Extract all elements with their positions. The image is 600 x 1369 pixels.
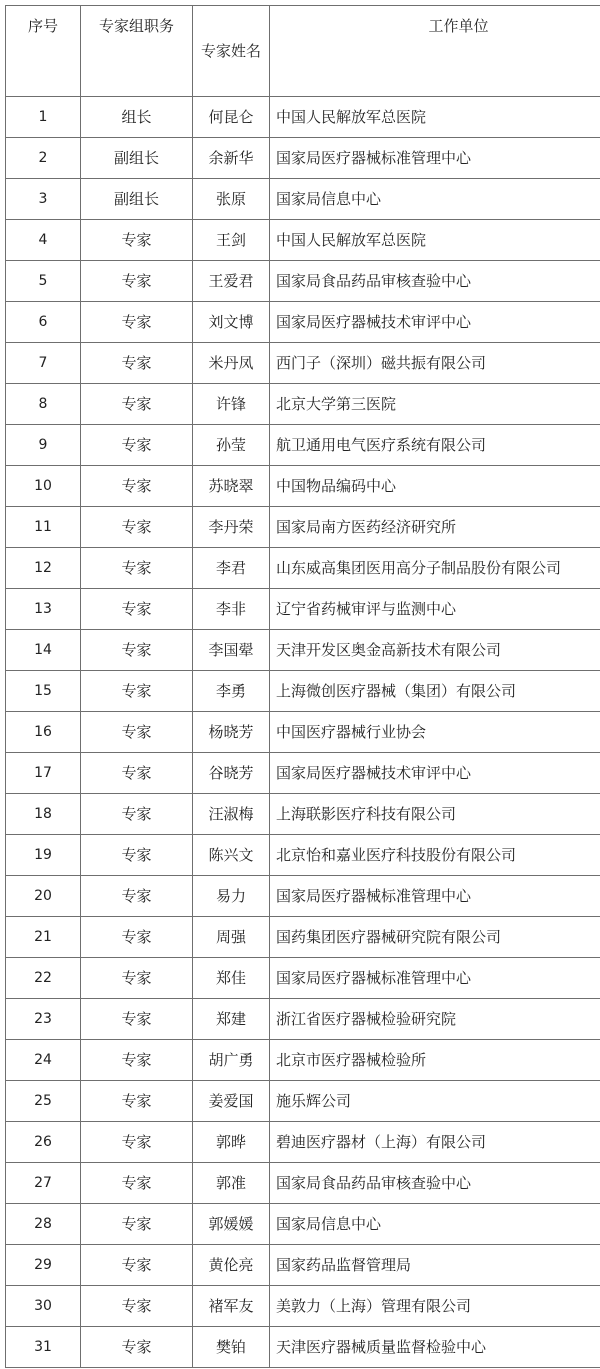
cell-index: 13 xyxy=(6,589,81,630)
cell-name: 汪淑梅 xyxy=(193,794,270,835)
cell-index: 18 xyxy=(6,794,81,835)
table-row xyxy=(6,1081,600,1122)
cell-index: 6 xyxy=(6,302,81,343)
cell-index: 29 xyxy=(6,1245,81,1286)
cell-role: 专家 xyxy=(81,917,193,958)
cell-name: 李勇 xyxy=(193,671,270,712)
cell-index: 19 xyxy=(6,835,81,876)
cell-name: 黄伦亮 xyxy=(193,1245,270,1286)
cell-role: 专家 xyxy=(81,425,193,466)
cell-role: 副组长 xyxy=(81,179,193,220)
cell-name: 陈兴文 xyxy=(193,835,270,876)
cell-unit: 国家药品监督管理局 xyxy=(270,1245,600,1286)
cell-index: 27 xyxy=(6,1163,81,1204)
cell-name: 周强 xyxy=(193,917,270,958)
cell-index: 28 xyxy=(6,1204,81,1245)
cell-unit: 国家局医疗器械标准管理中心 xyxy=(270,138,600,179)
cell-name: 王爱君 xyxy=(193,261,270,302)
cell-unit: 中国物品编码中心 xyxy=(270,466,600,507)
cell-index: 7 xyxy=(6,343,81,384)
cell-role: 专家 xyxy=(81,1327,193,1368)
cell-role: 专家 xyxy=(81,1040,193,1081)
cell-name: 王剑 xyxy=(193,220,270,261)
cell-index: 21 xyxy=(6,917,81,958)
cell-unit: 国家局医疗器械技术审评中心 xyxy=(270,302,600,343)
cell-name: 李国翚 xyxy=(193,630,270,671)
cell-index: 30 xyxy=(6,1286,81,1327)
table-row xyxy=(6,343,600,384)
cell-name: 胡广勇 xyxy=(193,1040,270,1081)
table-row xyxy=(6,1286,600,1327)
cell-index: 16 xyxy=(6,712,81,753)
cell-unit: 航卫通用电气医疗系统有限公司 xyxy=(270,425,600,466)
cell-index: 20 xyxy=(6,876,81,917)
cell-name: 褚军友 xyxy=(193,1286,270,1327)
cell-unit: 天津医疗器械质量监督检验中心 xyxy=(270,1327,600,1368)
cell-name: 李君 xyxy=(193,548,270,589)
cell-unit: 山东威高集团医用高分子制品股份有限公司 xyxy=(270,548,600,589)
table-row xyxy=(6,671,600,712)
cell-role: 专家 xyxy=(81,466,193,507)
cell-index: 17 xyxy=(6,753,81,794)
cell-name: 孙莹 xyxy=(193,425,270,466)
table-row xyxy=(6,1327,600,1368)
table-row xyxy=(6,1245,600,1286)
cell-role: 专家 xyxy=(81,384,193,425)
cell-name: 谷晓芳 xyxy=(193,753,270,794)
table-row xyxy=(6,917,600,958)
cell-name: 何昆仑 xyxy=(193,97,270,138)
cell-unit: 碧迪医疗器材（上海）有限公司 xyxy=(270,1122,600,1163)
table-row xyxy=(6,302,600,343)
expert-table xyxy=(5,5,600,1368)
cell-index: 2 xyxy=(6,138,81,179)
cell-index: 12 xyxy=(6,548,81,589)
table-row xyxy=(6,1204,600,1245)
cell-role: 专家 xyxy=(81,1286,193,1327)
cell-name: 杨晓芳 xyxy=(193,712,270,753)
cell-role: 专家 xyxy=(81,220,193,261)
cell-name: 余新华 xyxy=(193,138,270,179)
cell-unit: 辽宁省药械审评与监测中心 xyxy=(270,589,600,630)
cell-unit: 国家局医疗器械标准管理中心 xyxy=(270,958,600,999)
header-unit: 工作单位 xyxy=(270,6,600,97)
cell-unit: 国家局信息中心 xyxy=(270,179,600,220)
cell-name: 郭晔 xyxy=(193,1122,270,1163)
cell-role: 专家 xyxy=(81,753,193,794)
cell-name: 郑建 xyxy=(193,999,270,1040)
cell-index: 1 xyxy=(6,97,81,138)
table-row xyxy=(6,794,600,835)
cell-index: 5 xyxy=(6,261,81,302)
cell-unit: 中国医疗器械行业协会 xyxy=(270,712,600,753)
table-row xyxy=(6,999,600,1040)
cell-index: 4 xyxy=(6,220,81,261)
cell-role: 专家 xyxy=(81,630,193,671)
table-row xyxy=(6,507,600,548)
table-row xyxy=(6,630,600,671)
cell-name: 刘文博 xyxy=(193,302,270,343)
cell-role: 专家 xyxy=(81,343,193,384)
table-row xyxy=(6,261,600,302)
cell-name: 苏晓翠 xyxy=(193,466,270,507)
cell-unit: 国家局信息中心 xyxy=(270,1204,600,1245)
header-role: 专家组职务 xyxy=(81,6,193,97)
cell-role: 专家 xyxy=(81,876,193,917)
table-row xyxy=(6,425,600,466)
cell-unit: 北京大学第三医院 xyxy=(270,384,600,425)
cell-unit: 国家局医疗器械标准管理中心 xyxy=(270,876,600,917)
cell-role: 专家 xyxy=(81,1245,193,1286)
cell-unit: 浙江省医疗器械检验研究院 xyxy=(270,999,600,1040)
cell-index: 9 xyxy=(6,425,81,466)
table-header-row xyxy=(6,6,600,97)
cell-index: 3 xyxy=(6,179,81,220)
cell-index: 31 xyxy=(6,1327,81,1368)
cell-role: 专家 xyxy=(81,835,193,876)
header-name: 专家姓名 xyxy=(193,6,270,97)
cell-role: 专家 xyxy=(81,507,193,548)
table-row xyxy=(6,466,600,507)
cell-index: 22 xyxy=(6,958,81,999)
cell-role: 组长 xyxy=(81,97,193,138)
cell-unit: 中国人民解放军总医院 xyxy=(270,220,600,261)
header-index: 序号 xyxy=(6,6,81,97)
cell-index: 11 xyxy=(6,507,81,548)
cell-name: 樊铂 xyxy=(193,1327,270,1368)
cell-role: 专家 xyxy=(81,548,193,589)
cell-role: 专家 xyxy=(81,958,193,999)
cell-index: 8 xyxy=(6,384,81,425)
cell-index: 15 xyxy=(6,671,81,712)
cell-role: 专家 xyxy=(81,671,193,712)
cell-role: 专家 xyxy=(81,302,193,343)
cell-unit: 国家局南方医药经济研究所 xyxy=(270,507,600,548)
cell-role: 专家 xyxy=(81,1122,193,1163)
table-row xyxy=(6,1163,600,1204)
cell-role: 专家 xyxy=(81,261,193,302)
table-row xyxy=(6,220,600,261)
cell-index: 10 xyxy=(6,466,81,507)
cell-role: 专家 xyxy=(81,1081,193,1122)
cell-role: 专家 xyxy=(81,999,193,1040)
cell-name: 李丹荣 xyxy=(193,507,270,548)
cell-unit: 上海联影医疗科技有限公司 xyxy=(270,794,600,835)
cell-unit: 国家局食品药品审核查验中心 xyxy=(270,261,600,302)
cell-unit: 天津开发区奥金高新技术有限公司 xyxy=(270,630,600,671)
table-row xyxy=(6,589,600,630)
table-row xyxy=(6,138,600,179)
cell-unit: 中国人民解放军总医院 xyxy=(270,97,600,138)
table-row xyxy=(6,97,600,138)
table-row xyxy=(6,876,600,917)
cell-name: 张原 xyxy=(193,179,270,220)
table-row xyxy=(6,548,600,589)
cell-role: 专家 xyxy=(81,1163,193,1204)
cell-name: 许锋 xyxy=(193,384,270,425)
cell-role: 专家 xyxy=(81,589,193,630)
cell-unit: 北京市医疗器械检验所 xyxy=(270,1040,600,1081)
cell-role: 副组长 xyxy=(81,138,193,179)
cell-name: 米丹凤 xyxy=(193,343,270,384)
table-row xyxy=(6,1122,600,1163)
table-row xyxy=(6,179,600,220)
cell-name: 李非 xyxy=(193,589,270,630)
cell-unit: 北京怡和嘉业医疗科技股份有限公司 xyxy=(270,835,600,876)
cell-unit: 西门子（深圳）磁共振有限公司 xyxy=(270,343,600,384)
cell-role: 专家 xyxy=(81,712,193,753)
cell-unit: 国药集团医疗器械研究院有限公司 xyxy=(270,917,600,958)
cell-name: 郭媛媛 xyxy=(193,1204,270,1245)
cell-unit: 国家局医疗器械技术审评中心 xyxy=(270,753,600,794)
cell-role: 专家 xyxy=(81,794,193,835)
cell-index: 24 xyxy=(6,1040,81,1081)
table-row xyxy=(6,835,600,876)
cell-unit: 上海微创医疗器械（集团）有限公司 xyxy=(270,671,600,712)
cell-unit: 施乐辉公司 xyxy=(270,1081,600,1122)
table-body xyxy=(6,97,600,1368)
table-row xyxy=(6,753,600,794)
cell-name: 郑佳 xyxy=(193,958,270,999)
cell-index: 14 xyxy=(6,630,81,671)
cell-name: 郭准 xyxy=(193,1163,270,1204)
cell-name: 易力 xyxy=(193,876,270,917)
cell-unit: 国家局食品药品审核查验中心 xyxy=(270,1163,600,1204)
table-row xyxy=(6,712,600,753)
table-row xyxy=(6,1040,600,1081)
table-row xyxy=(6,384,600,425)
table-row xyxy=(6,958,600,999)
cell-role: 专家 xyxy=(81,1204,193,1245)
cell-name: 姜爱国 xyxy=(193,1081,270,1122)
cell-index: 26 xyxy=(6,1122,81,1163)
cell-index: 25 xyxy=(6,1081,81,1122)
cell-index: 23 xyxy=(6,999,81,1040)
cell-unit: 美敦力（上海）管理有限公司 xyxy=(270,1286,600,1327)
